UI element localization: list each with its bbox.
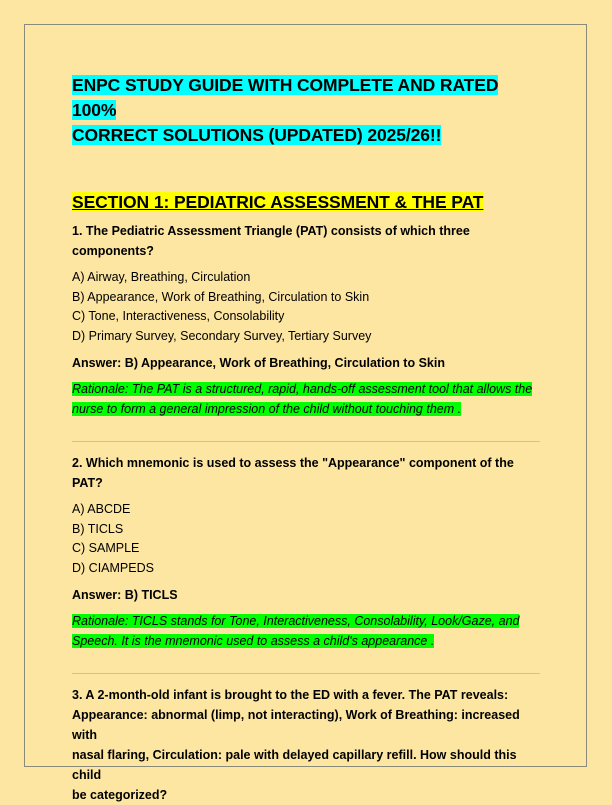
option-a: A) Airway, Breathing, Circulation (72, 270, 251, 284)
rationale-line-2: Speech. It is the mnemonic used to assess a child's appearance . (72, 634, 435, 648)
options-list (72, 500, 542, 578)
document-title (72, 73, 542, 148)
option-a: A) ABCDE (72, 502, 131, 516)
document-title-line-1: ENPC STUDY GUIDE WITH COMPLETE AND RATED 100% (72, 75, 499, 120)
options-list (72, 268, 542, 346)
option-d: D) CIAMPEDS (72, 560, 154, 575)
rationale-text (72, 379, 542, 419)
answer-text: Answer: B) Appearance, Work of Breathing, Circulation to Skin (72, 356, 445, 370)
rationale-line-2: nurse to form a general impression of the child without touching them . (72, 402, 462, 416)
question-line-1: 3. A 2-month-old infant is brought to the ED with a fever. The PAT reveals: (72, 688, 509, 702)
answer-text: Answer: B) TICLS (72, 588, 178, 602)
section-title-text: SECTION 1: PEDIATRIC ASSESSMENT & THE PAT (72, 192, 484, 212)
rationale-text (72, 611, 542, 651)
option-c: C) SAMPLE (72, 541, 140, 555)
rationale-line-1: Rationale: TICLS stands for Tone, Interactiveness, Consolability, Look/Gaze, and (72, 614, 520, 628)
section-title (72, 191, 542, 213)
divider (72, 441, 540, 442)
question-block-2 (72, 453, 542, 651)
document-title-line-2: CORRECT SOLUTIONS (UPDATED) 2025/26!! (72, 125, 442, 145)
question-text: 2. Which mnemonic is used to assess the "Appearance" component of the PAT? (72, 456, 514, 490)
option-c: C) Tone, Interactiveness, Consolability (72, 309, 285, 323)
question-block-3 (72, 685, 542, 805)
question-line-4: be categorized? (72, 788, 168, 802)
option-b: B) TICLS (72, 521, 124, 536)
question-line-3: nasal flaring, Circulation: pale with delayed capillary refill. How should this child (72, 748, 517, 782)
question-text: 1. The Pediatric Assessment Triangle (PAT) consists of which three components? (72, 224, 470, 258)
question-text (72, 685, 542, 805)
option-d: D) Primary Survey, Secondary Survey, Tertiary Survey (72, 328, 372, 343)
option-b: B) Appearance, Work of Breathing, Circulation to Skin (72, 289, 370, 304)
rationale-line-1: Rationale: The PAT is a structured, rapid, hands-off assessment tool that allows the (72, 382, 533, 396)
question-line-2: Appearance: abnormal (limp, not interacting), Work of Breathing: increased with (72, 708, 520, 742)
question-block-1 (72, 221, 542, 419)
document-body (72, 73, 542, 805)
divider (72, 673, 540, 674)
